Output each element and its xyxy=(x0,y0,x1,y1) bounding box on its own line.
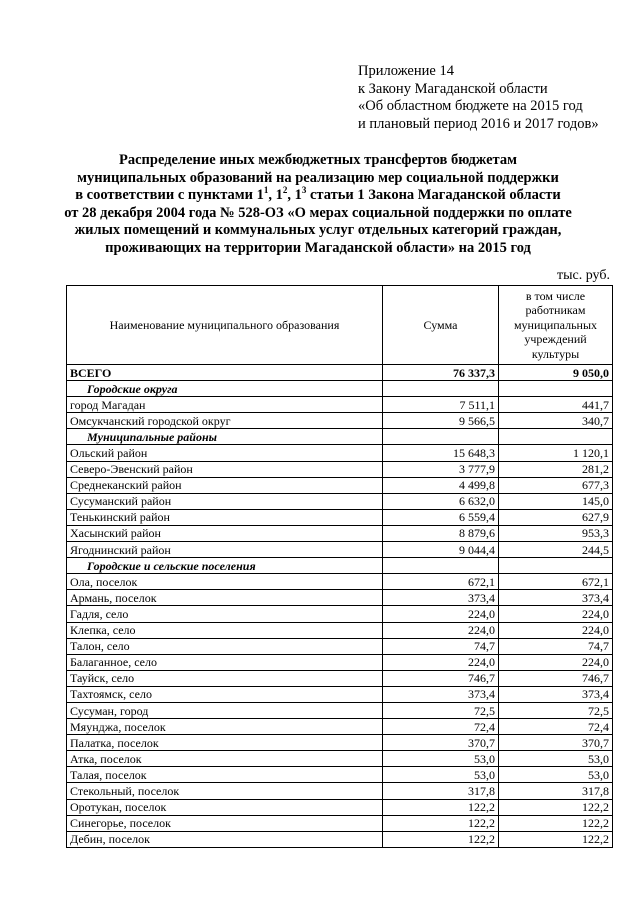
cell-sum: 6 559,4 xyxy=(383,509,499,525)
appendix-block xyxy=(358,63,628,133)
cell-sum: 3 777,9 xyxy=(383,461,499,477)
table-row xyxy=(67,751,613,767)
cell-culture: 224,0 xyxy=(499,606,613,622)
cell-sum: 76 337,3 xyxy=(383,365,499,381)
cell-name: Атка, поселок xyxy=(67,751,383,767)
cell-name: Сусуман, город xyxy=(67,702,383,718)
table-section-row xyxy=(67,429,613,445)
section-name: Муниципальные районы xyxy=(67,429,383,445)
table-row xyxy=(67,815,613,831)
cell-culture: 74,7 xyxy=(499,638,613,654)
title-text: , 1 xyxy=(268,187,283,203)
cell-name: Ягоднинский район xyxy=(67,542,383,558)
cell-name: Ольский район xyxy=(67,445,383,461)
cell-name: Талон, село xyxy=(67,638,383,654)
cell-culture: 672,1 xyxy=(499,574,613,590)
cell-name: Палатка, поселок xyxy=(67,735,383,751)
table-row xyxy=(67,542,613,558)
cell-culture: 317,8 xyxy=(499,783,613,799)
cell-name: Армань, поселок xyxy=(67,590,383,606)
document-title xyxy=(40,152,596,257)
cell-culture: 72,5 xyxy=(499,702,613,718)
cell-name: Ола, поселок xyxy=(67,574,383,590)
title-line: Распределение иных межбюджетных трансфертов бюджетам xyxy=(119,152,517,168)
cell-culture: 122,2 xyxy=(499,815,613,831)
table-header-row xyxy=(67,286,613,365)
header-name: Наименование муниципального образования xyxy=(67,286,383,365)
table-row xyxy=(67,799,613,815)
cell-culture: 677,3 xyxy=(499,477,613,493)
table-row xyxy=(67,477,613,493)
appendix-line: «Об областном бюджете на 2015 год xyxy=(358,98,583,114)
cell-name: Тахтоямск, село xyxy=(67,686,383,702)
cell-sum: 72,4 xyxy=(383,719,499,735)
title-line: муниципальных образований на реализацию мер социальной поддержки xyxy=(77,169,559,186)
cell-culture: 953,3 xyxy=(499,525,613,541)
table-row xyxy=(67,702,613,718)
cell-sum xyxy=(383,558,499,574)
superscript: 2 xyxy=(282,185,288,195)
cell-sum: 53,0 xyxy=(383,767,499,783)
cell-culture xyxy=(499,381,613,397)
cell-culture: 53,0 xyxy=(499,767,613,783)
table-row xyxy=(67,574,613,590)
title-line-with-refs xyxy=(40,187,596,205)
cell-culture: 224,0 xyxy=(499,654,613,670)
cell-name: город Магадан xyxy=(67,397,383,413)
cell-sum: 72,5 xyxy=(383,702,499,718)
cell-culture: 441,7 xyxy=(499,397,613,413)
superscript: 3 xyxy=(301,185,307,195)
cell-sum xyxy=(383,429,499,445)
cell-name: Сусуманский район xyxy=(67,493,383,509)
appendix-line: и плановый период 2016 и 2017 годов» xyxy=(358,115,599,132)
cell-name: Северо-Эвенский район xyxy=(67,461,383,477)
cell-sum: 122,2 xyxy=(383,815,499,831)
cell-sum: 370,7 xyxy=(383,735,499,751)
cell-sum: 224,0 xyxy=(383,654,499,670)
cell-culture: 122,2 xyxy=(499,799,613,815)
appendix-line: Приложение 14 xyxy=(358,63,454,79)
cell-culture xyxy=(499,429,613,445)
cell-sum: 7 511,1 xyxy=(383,397,499,413)
header-sum: Сумма xyxy=(383,286,499,365)
cell-sum: 224,0 xyxy=(383,606,499,622)
cell-name: Стекольный, поселок xyxy=(67,783,383,799)
cell-name: Омсукчанский городской округ xyxy=(67,413,383,429)
cell-name: Тенькинский район xyxy=(67,509,383,525)
cell-name: ВСЕГО xyxy=(67,365,383,381)
cell-name: Балаганное, село xyxy=(67,654,383,670)
cell-culture: 373,4 xyxy=(499,686,613,702)
cell-sum: 15 648,3 xyxy=(383,445,499,461)
cell-culture: 627,9 xyxy=(499,509,613,525)
table-section-row xyxy=(67,381,613,397)
table-row xyxy=(67,413,613,429)
cell-name: Среднеканский район xyxy=(67,477,383,493)
cell-sum: 672,1 xyxy=(383,574,499,590)
cell-sum: 8 879,6 xyxy=(383,525,499,541)
cell-name: Синегорье, поселок xyxy=(67,815,383,831)
cell-sum: 373,4 xyxy=(383,590,499,606)
cell-culture: 746,7 xyxy=(499,670,613,686)
cell-sum: 122,2 xyxy=(383,799,499,815)
table-row xyxy=(67,461,613,477)
table-row xyxy=(67,525,613,541)
table-row xyxy=(67,606,613,622)
cell-culture: 1 120,1 xyxy=(499,445,613,461)
appendix-line: к Закону Магаданской области xyxy=(358,80,548,97)
cell-sum: 6 632,0 xyxy=(383,493,499,509)
cell-sum: 74,7 xyxy=(383,638,499,654)
table-row xyxy=(67,445,613,461)
units-label: тыс. руб. xyxy=(557,268,610,283)
section-name: Городские и сельские поселения xyxy=(67,558,383,574)
title-text: в соответствии с пунктами 1 xyxy=(75,187,264,203)
cell-name: Клепка, село xyxy=(67,622,383,638)
table-row xyxy=(67,831,613,847)
superscript: 1 xyxy=(263,185,269,195)
cell-sum: 9 044,4 xyxy=(383,542,499,558)
cell-sum: 9 566,5 xyxy=(383,413,499,429)
table-section-row xyxy=(67,558,613,574)
table-row xyxy=(67,783,613,799)
table-row xyxy=(67,622,613,638)
title-text: статьи 1 Закона Магаданской области xyxy=(306,187,561,203)
cell-sum: 53,0 xyxy=(383,751,499,767)
table-row xyxy=(67,670,613,686)
header-culture: в том числе работникам муниципальных учреждений культуры xyxy=(499,286,613,365)
cell-sum: 4 499,8 xyxy=(383,477,499,493)
table-row xyxy=(67,509,613,525)
cell-sum: 224,0 xyxy=(383,622,499,638)
cell-culture xyxy=(499,558,613,574)
table-row xyxy=(67,654,613,670)
cell-culture: 244,5 xyxy=(499,542,613,558)
cell-culture: 370,7 xyxy=(499,735,613,751)
cell-sum xyxy=(383,381,499,397)
section-name: Городские округа xyxy=(67,381,383,397)
title-line: жилых помещений и коммунальных услуг отдельных категорий граждан, xyxy=(74,222,562,238)
table-row xyxy=(67,397,613,413)
cell-name: Оротукан, поселок xyxy=(67,799,383,815)
cell-name: Тауйск, село xyxy=(67,670,383,686)
cell-sum: 746,7 xyxy=(383,670,499,686)
cell-culture: 122,2 xyxy=(499,831,613,847)
table-row xyxy=(67,638,613,654)
title-text: , 1 xyxy=(287,187,302,203)
table-row xyxy=(67,735,613,751)
cell-culture: 224,0 xyxy=(499,622,613,638)
cell-culture: 145,0 xyxy=(499,493,613,509)
cell-sum: 122,2 xyxy=(383,831,499,847)
cell-name: Хасынский район xyxy=(67,525,383,541)
cell-name: Талая, поселок xyxy=(67,767,383,783)
table-row xyxy=(67,686,613,702)
title-line: от 28 декабря 2004 года № 528-ОЗ «О мерах социальной поддержки по оплате xyxy=(64,204,572,221)
table-row xyxy=(67,719,613,735)
cell-culture: 281,2 xyxy=(499,461,613,477)
cell-name: Мяунджа, поселок xyxy=(67,719,383,735)
transfers-table xyxy=(66,285,613,848)
cell-culture: 9 050,0 xyxy=(499,365,613,381)
cell-culture: 373,4 xyxy=(499,590,613,606)
cell-culture: 53,0 xyxy=(499,751,613,767)
cell-name: Дебин, поселок xyxy=(67,831,383,847)
table-row xyxy=(67,590,613,606)
table-row xyxy=(67,493,613,509)
cell-sum: 373,4 xyxy=(383,686,499,702)
cell-culture: 72,4 xyxy=(499,719,613,735)
table-row xyxy=(67,767,613,783)
cell-name: Гадля, село xyxy=(67,606,383,622)
cell-culture: 340,7 xyxy=(499,413,613,429)
title-line: проживающих на территории Магаданской области» на 2015 год xyxy=(105,239,531,256)
cell-sum: 317,8 xyxy=(383,783,499,799)
table-row-total xyxy=(67,365,613,381)
